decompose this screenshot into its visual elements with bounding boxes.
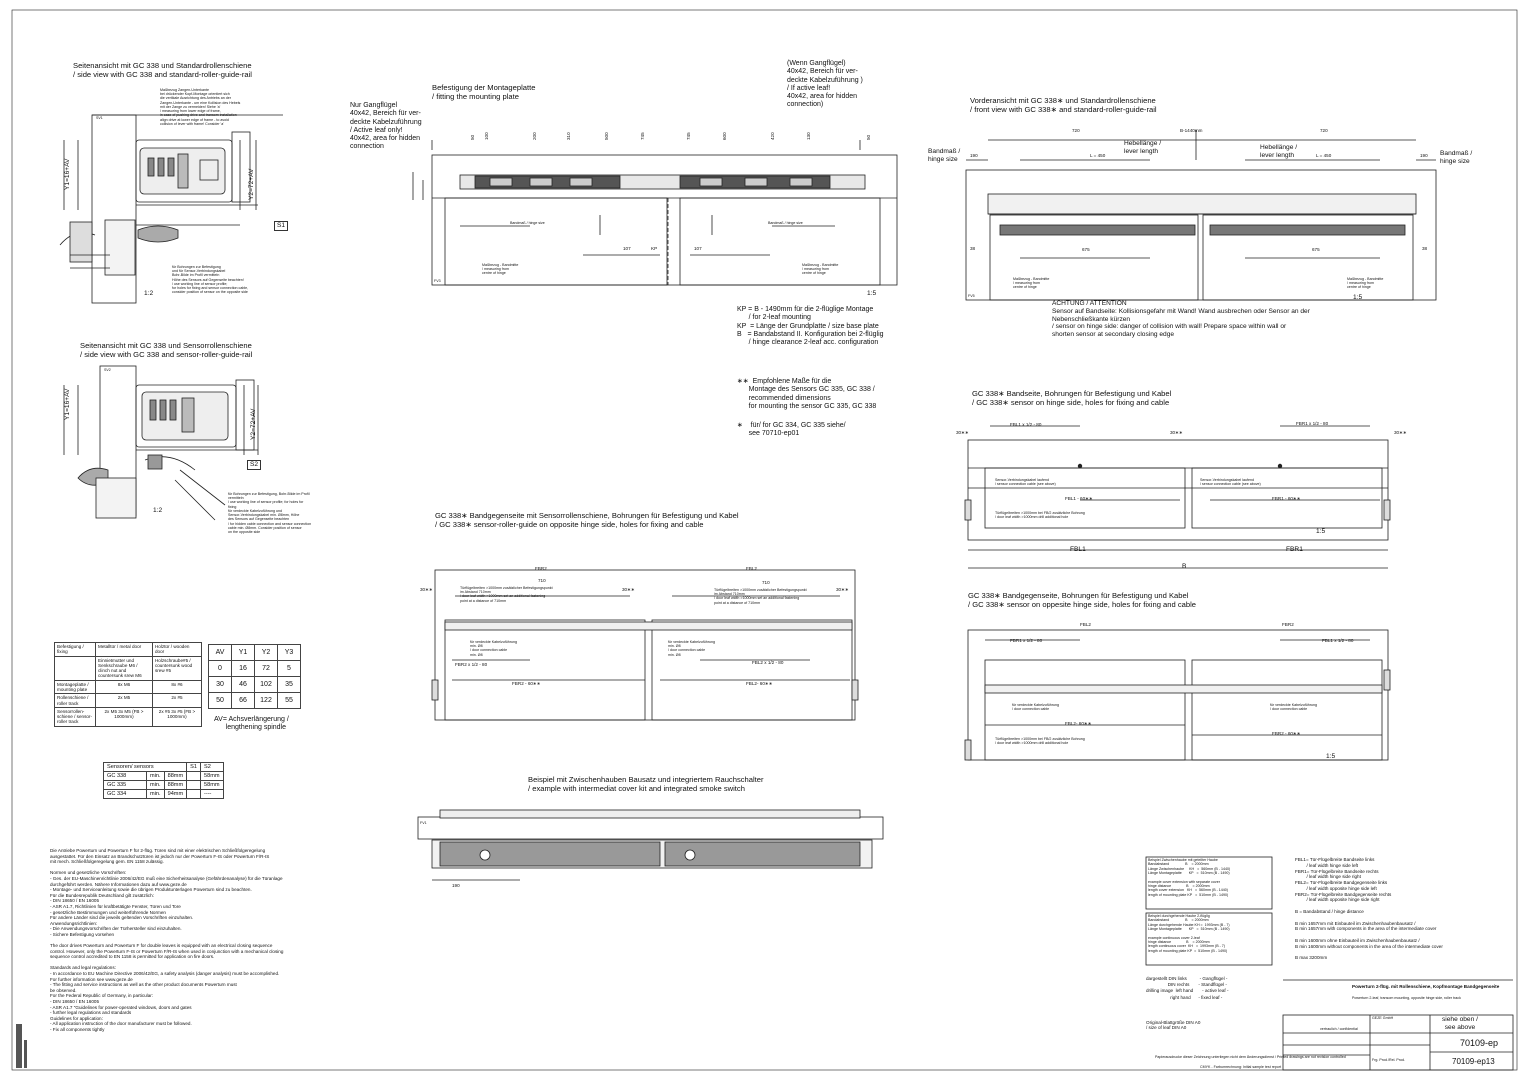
legend-right-line: B min 1657mm with components in the area of the intermediate cover: [1295, 926, 1437, 932]
mount-dim-8: 420: [770, 132, 775, 140]
hebel-right: Hebellänge / lever length: [1260, 144, 1298, 159]
legal-line: - All application instruction of the door manufacturer must be followed.: [50, 1021, 192, 1027]
legal-line: Für die Bundesrepublik Deutschland gilt zusätzlich:: [50, 892, 154, 898]
hinge-side-view: [965, 426, 1390, 568]
front-title: Vorderansicht mit GC 338∗ und Standardrollenschiene / front view with GC 338∗ and standard-roller-guide-rail: [970, 96, 1157, 114]
legal-line: Guidelines for application:: [50, 1015, 103, 1021]
legal-line: - The fitting and service instructions as well as the other product documents Powerturn must: [50, 982, 237, 988]
scale-side-std: 1:2: [144, 290, 154, 297]
massbezug-front-right: Maßbezug - Bandmitte / measuring from centre of hinge: [1347, 277, 1384, 290]
s1-label: S1: [274, 221, 288, 231]
example-box-2-line: Beispiel durchgehende Haube 2-flüglig: [1148, 914, 1210, 918]
fbr2-half: FBR2 x 1/2 - 80: [455, 662, 488, 667]
mount-dim-0: 50: [470, 134, 475, 140]
fbl1-half-opp: FBL1 x 1/2 - 80: [1322, 638, 1354, 643]
legal-line: - DIN 18650 / EN 16005: [50, 999, 100, 1005]
example-box-1-line: hinge distance B = 2000mm: [1148, 883, 1210, 888]
drawing-number-2: 70109-ep13: [1452, 1057, 1495, 1066]
hinge-cable-left: Sensor-Verbindungskabel laufend / sensor connection cable (see above): [995, 478, 1056, 487]
av-table: AV Y1 Y2 Y3 0 16 72 5 30 46 102 35 50 66 122 55: [208, 644, 301, 709]
b-label: B: [1182, 563, 1187, 570]
fbl2-left-top: FBL2: [746, 566, 757, 571]
legend-right-line: / leaf width opposite hinge side right: [1295, 897, 1380, 903]
s2-label: S2: [247, 460, 261, 470]
fv1-label: FV1: [420, 821, 427, 825]
opp-left-title: GC 338∗ Bandgegenseite mit Sensorrollenschiene, Bohrungen für Befestigung und Kabel / GC 338∗ sensor-roller-guide on opposite hinge side, holes for fixing and cable: [435, 511, 739, 529]
side-sensor-title: Seitenansicht mit GC 338 und Sensorrollenschiene / side view with GC 338 and sensor-roller-guide-rail: [80, 341, 253, 359]
mount-dim-4: 500: [604, 132, 609, 140]
hinge-30-mid: 30∗∗: [1170, 430, 1183, 435]
example-190: 190: [452, 883, 460, 888]
opp-left-30: 30∗∗: [420, 587, 433, 592]
legend-right-line: / leaf width hinge side right: [1295, 874, 1361, 880]
legal-line: ausgestattet. Für den Einsatz an Brandschutztüren ist jedoch nur der Powerturn F-IS oder Powerturn F/R-IS: [50, 853, 270, 859]
fbr2-60: FBR2 - 60∗∗: [512, 681, 541, 686]
opp-right-verdeckt-2: für verdeckte Kabelzuführung / door connection cable: [1270, 703, 1317, 712]
hinge-tuerfl: Türflügelbreiten >1000mm bei FB/2 zusätzliche Bohrung / door leaf width >1000mm drill additional hole: [995, 511, 1085, 520]
example-box-1-line: length of mounting plate KP = 510mm (B - 1490): [1148, 892, 1229, 897]
legend-right-line: B min 1600mm ohne Einbauteil im Zwischenhaubenbausatz /: [1295, 937, 1420, 943]
bandmass-left: Bandmaß / hinge size: [928, 148, 961, 163]
legal-text: [50, 848, 283, 1033]
legend-right-line: B max 3200mm: [1295, 955, 1328, 961]
legal-line: For further information see www.geze.de: [50, 976, 133, 982]
mounting-title: Befestigung der Montageplatte / fitting the mounting plate: [432, 83, 536, 101]
scale-hinge: 1:5: [1316, 528, 1326, 535]
example-box-2-line: Bandabstand B = 2000mm: [1148, 918, 1209, 923]
dim-190-right: 190: [1420, 153, 1428, 158]
legal-line: - Die Anwendungsvorschriften der Türhersteller sind einzuhalten.: [50, 926, 182, 932]
example-box-1-line: Bandabstand B = 2000mm: [1148, 862, 1209, 867]
mount-dim-9: 130: [806, 132, 811, 140]
fv5-label: FV5: [968, 294, 975, 298]
example-box-2-line: Länge durchgehende Haube KH = 1993mm (B - 7): [1148, 922, 1230, 927]
example-box-2-line: length continuous cover KH = 1993mm (B - 7): [1148, 944, 1226, 949]
fbr2-60-opp: FBR2 - 60∗∗: [1272, 731, 1301, 736]
dim-38-right: 38: [1422, 246, 1428, 251]
mount-dim-2: 200: [532, 132, 537, 140]
legend-right-line: B = Bandabstand / hinge distance: [1295, 909, 1364, 915]
hinge-30-left: 30∗∗: [956, 430, 969, 435]
hebel-left: Hebellänge / lever length: [1124, 140, 1162, 155]
fbl2-60: FBL2- 60∗∗: [746, 681, 773, 686]
dim-l450-left: L = 450: [1090, 153, 1106, 158]
fixing-table: Befestigung / fixing Metalltür / metal door Holztür / wooden door Einnietmutter und Senkschraube M6 / clinch nut and countersunk srew M6 Holzschraube#5 / countersunk wood srew #5 Montageplatte / mounting plate 8x M6 8x #6 Rollenschiene / roller track 2x M5 2x #5 Sensorrollen- schiene / sensor-roller track 2x M5 3x M5 (FB > 1000mm) 2x #5 3x #5 (FB > 1000mm): [54, 642, 202, 727]
note-attention: ACHTUNG / ATTENTION Sensor auf Bandseite: Kollisionsgefahr mit Wand! Wand ausbrechen oder Sensor an der Nebenschließkante kürzen / sensor on hinge side: danger of collision with wall! Prepare space within wall or shorten sensor at secondary closing edge: [1052, 300, 1310, 339]
legend-right-line: FBL2= Tür-Flügelbreite Bandgegenseite links: [1295, 880, 1388, 886]
legend-right-line: FBL1= Tür-Flügelbreite Bandseite links: [1295, 857, 1375, 862]
scale-opp-right: 1:5: [1326, 753, 1336, 760]
example-view: [418, 810, 883, 880]
legal-line: For the Federal Republic of Germany, in particular:: [50, 993, 154, 999]
bandmass-mount-right: Bandmaß / hinge size: [768, 221, 803, 225]
sv2-label: SV2: [104, 368, 111, 372]
legal-line: - In accordance to EU Machine Directive 2006/42/EG, a safety analysis (danger analysis) must be accomplished.: [50, 971, 280, 977]
dim-107-right: 107: [694, 246, 702, 251]
example-box-2-line: example continuous cover 2-leaf: [1148, 935, 1200, 940]
opp-right-tuerfl: Türflügelbreiten >1000mm bei FB/2 zusätzliche Bohrung / door leaf width >1000mm drill additional hole: [995, 737, 1085, 746]
drawing-notes: [1146, 976, 1228, 1001]
legal-line: - Fix all components tightly: [50, 1027, 105, 1032]
legal-line: Für andere Länder sind die jeweils geltenden Vorschriften einzuhalten.: [50, 915, 194, 921]
mount-dim-7: 600: [722, 132, 727, 140]
note-recommended: ∗∗ Empfohlene Maße für die Montage des Sensors GC 335, GC 338 / recommended dimensions for mounting the sensor GC 335, GC 338: [737, 378, 877, 410]
opp-left-verdeckt-2: für verdeckte Kabelzuführung min. Ø8 / door connection cable min. Ø8: [668, 640, 715, 657]
drawing-notes-line: dargestellt DIN links - Gangflügel -: [1146, 976, 1228, 981]
legal-line: Die Antriebe Powerturn und Powerturn F für 2-flüg. Türen sind mit einer elektrischen Schließfolgeregelung: [50, 848, 266, 853]
dim-190-left: 190: [970, 153, 978, 158]
example-box-1-line: length cover extension KH = 560mm (B - 1440): [1148, 888, 1228, 893]
massbezug-mount-right: Maßbezug - Bandmitte / measuring from centre of hinge: [802, 263, 839, 276]
legal-line: - ASR A1.7 "Guidelines for power-operated windows, doors and gates: [50, 1004, 192, 1010]
note-if-active-leaf: (Wenn Gangflügel) 40x42, Bereich für ver- deckte Kabelzuführung ) / If active leaf! 40x42, area for hidden connection): [787, 60, 863, 109]
legal-line: Normen und gesetzliche Vorschriften:: [50, 870, 127, 876]
dim-710-right: 710: [762, 580, 770, 585]
dim-107-left: 107: [623, 246, 631, 251]
example-box-1: [1148, 858, 1230, 897]
legend-right-line: FBR2= Tür-Flügelbreite Bandgegenseite rechts: [1295, 891, 1392, 897]
opp-right-title: GC 338∗ Bandgegenseite, Bohrungen für Befestigung und Kabel / GC 338∗ sensor on oppesite hinge side, holes for fixing and cable: [968, 591, 1196, 609]
massbezug-front-left: Maßbezug - Bandmitte / measuring from centre of hinge: [1013, 277, 1050, 290]
bandmass-mount-left: Bandmaß / hinge size: [510, 221, 545, 225]
mount-dim-3: 310: [566, 132, 571, 140]
dim-l450-right: L = 450: [1316, 153, 1332, 158]
legend-right: [1295, 857, 1443, 961]
example-box-2-line: Länge Montageplatte KP = 510mm (B - 1490): [1148, 926, 1230, 931]
drawing-notes-line: right hand - fixed leaf -: [1146, 994, 1223, 1000]
legend-right-line: FBR1= Tür-Flügelbreite Bandseite rechts: [1295, 868, 1379, 874]
example-box-2-line: length of mounting plate KP = 510mm (B - 1490): [1148, 948, 1228, 953]
legal-line: - Ges. der EU-Maschinenrichtlinie 2006/42/EG muß eine Sicherheitsanalyse (Gefährdenanalyse) für die Türanlage: [50, 875, 283, 881]
example-box-1-line: Länge Montageplatte KP = 510mm (B - 1490): [1148, 870, 1230, 875]
scale-mount: 1:5: [867, 290, 877, 297]
front-view: [966, 130, 1436, 300]
hinge-side-title: GC 338∗ Bandseite, Bohrungen für Befestigung und Kabel / GC 338∗ sensor on hinge side, holes for fixing and cable: [972, 389, 1172, 407]
legal-line: - gesetzliche Bestimmungen und weiterführende Normen: [50, 909, 166, 915]
scale-side-sensor: 1:2: [153, 507, 163, 514]
hinge-30-right: 30∗∗: [1394, 430, 1407, 435]
legal-line: be observed.: [50, 987, 77, 993]
legend-right-line: / leaf width opposite hinge side left: [1295, 885, 1377, 891]
legend-right-line: / leaf width hinge side left: [1295, 862, 1359, 868]
dim-720-left: 720: [1072, 128, 1080, 133]
company-name: GEZE GmbH: [1372, 1016, 1394, 1020]
note-massbezug-zangen: Maßbezug Zangen-Unterkante bei drückender Kopf-Montage orientiert sich die vertikale Ausrichtung des Antriebs an der Zangen-Unterkante - um eine Kollision des Hebels mit der Zange zu vermeiden! Siehe 'a' / measuring from lower edge of frame, in case of pushing drive and transom installation align drive at lower edge of frame - to avoid collision of lever with frame! Consider 'a': [160, 88, 241, 126]
dim-675-right: 675: [1312, 247, 1320, 252]
y2-label: Y2=72+AV: [248, 168, 255, 200]
opp-left-verdeckt: für verdeckte Kabelzuführung min. Ø8 / door connection cable min. Ø8: [470, 640, 517, 657]
drawing-number: 70109-ep: [1460, 1038, 1499, 1048]
note-bohrungen: für Bohrungen zur Befestigung und für Sensor-Verbindungskabel Bohr-Bilde im Profil vermitteln Höhe des Sensors auf Gegenseite beachten! / use working line of sensor profile; for holes for fixing and sensor connection cable, consider position of sensor on the opposite side: [172, 265, 249, 295]
note-bohrungen2: für Bohrungen zur Befestigung, Bohr-Bilde im Profil vermitteln / use working line of sensor profile; for holes for fixing für verdeckte Kabelzuführung und Sensor-Verbindungskabel min. Ø8mm, Höhe des Sensors auf Gegenseite beachten / for hidden cable connection and sensor connection cable min. Ø8mm. Consider position of sensor on the opposite side: [228, 492, 312, 535]
legend-right-line: B min 1600mm without components in the area of the intermediate cover: [1295, 943, 1443, 949]
legal-line: mit mech. Schließfolgeregelung gem. EN 1158 zulässig.: [50, 859, 164, 865]
side-std-title: Seitenansicht mit GC 338 und Standardrollenschiene / side view with GC 338 and standard-roller-guide-rail: [73, 61, 252, 79]
footer-note-2: CMYK - Farbumrechnung: Initial sample test report: [1200, 1065, 1282, 1069]
massbezug-mount-left: Maßbezug - Bandmitte / measuring from centre of hinge: [482, 263, 519, 276]
fbr2-top: FBR2: [1282, 622, 1294, 627]
sv1-label: SV1: [96, 116, 103, 120]
av-note: AV= Achsverlängerung / lengthening spindle: [214, 716, 289, 732]
bandmass-right: Bandmaß / hinge size: [1440, 150, 1473, 165]
title-see-above: siehe oben / see above: [1442, 1016, 1478, 1031]
fbr1-label: FBR1: [1286, 546, 1303, 553]
legal-line: - Montage- und Serviceanleitung sowie die übrigen Produktunterlagen Powerturn sind zu beachten.: [50, 887, 252, 893]
example-box-1-line: example cover extension with separate cover: [1148, 879, 1220, 884]
mount-dim-1: 100: [484, 132, 489, 140]
y1-label: Y1=16+AV: [64, 158, 71, 190]
opp-left-tuerfl-2: Türflügelbreiten >1000mm zusätzlicher Befestigungspunkt im Abstand 710mm / door leaf width >1000mm set an additional fastening point at a distance of 710mm: [714, 588, 807, 605]
fbr1-half: FBR1 x 1/2 - 80: [1296, 421, 1329, 426]
legal-line: - Sichere Befestigung vorsehen: [50, 931, 115, 937]
fbl2-half: FBL2 x 1/2 - 80: [752, 660, 784, 665]
opp-left-30-mid: 30∗∗: [622, 587, 635, 592]
drawing-notes-line: drilling image left hand - active leaf -: [1146, 988, 1229, 994]
example-box-2: [1148, 914, 1230, 953]
example-title: Beispiel mit Zwischenhauben Bausatz und integriertem Rauchschalter / example with intermediat cover kit and integrated smoke switch: [528, 775, 764, 793]
dim-675-left: 675: [1082, 247, 1090, 252]
dim-710-left: 710: [538, 578, 546, 583]
fbl2-60-opp: FBL2- 60∗∗: [1065, 721, 1092, 726]
hinge-cable-right: Sensor-Verbindungskabel laufend / sensor connection cable (see above): [1200, 478, 1261, 487]
fbl1-label: FBL1: [1070, 546, 1086, 553]
paper-size: Original-Blattgröße DIN A0 / size of leaf DIN A0: [1146, 1020, 1201, 1031]
mount-dim-6: 745: [686, 132, 691, 140]
confidential: vertraulich / confidential: [1320, 1027, 1358, 1031]
legal-line: sequence control accredited to EN 1158 is permitted for application on fire doors.: [50, 954, 215, 960]
legal-line: - ASR A1.7, Richtlinien für kraftbetätigte Fenster, Türen und Tore: [50, 903, 181, 909]
release: Frg. Prod./Rel. Prod.: [1372, 1058, 1405, 1062]
legal-line: durchgeführt werden. Nähere Informationen dazu auf www.geze.de: [50, 881, 187, 887]
legal-line: - further legal regulations and standards: [50, 1010, 132, 1016]
opp-left-30-right: 30∗∗: [836, 587, 849, 592]
scale-front: 1:5: [1353, 294, 1363, 301]
title-de: Powerturn 2-flüg. mit Rollenschiene, Kopfmontage Bandgegenseite: [1352, 984, 1500, 989]
fbl1-60: FBL1 - 60∗∗: [1065, 496, 1093, 501]
mount-dim-10: 50: [866, 134, 871, 140]
opp-right-verdeckt-1: für verdeckte Kabelzuführung / door connection cable: [1012, 703, 1059, 712]
mount-dim-5: 745: [640, 132, 645, 140]
fv3-label: FV3: [434, 279, 441, 283]
opp-left-tuerfl-1: Türflügelbreiten >1000mm zusätzlicher Befestigungspunkt im Abstand 710mm / door leaf width >1000mm set an additional fastening point at a distance of 710mm: [460, 586, 553, 603]
legal-line: Standards and legal regulations:: [50, 965, 116, 971]
example-box-2-line: hinge distance B = 2000mm: [1148, 939, 1210, 944]
dim-720-right: 720: [1320, 128, 1328, 133]
note-for: ∗ für/ for GC 334, GC 335 siehe/ see 70710-ep01: [737, 422, 846, 438]
y2-label-2: Y2=72+AV: [250, 408, 257, 440]
fbr1-60: FBR1 - 60∗∗: [1272, 496, 1301, 501]
fbl2-top: FBL2: [1080, 622, 1091, 627]
note-active-leaf: Nur Gangflügel 40x42, Bereich für ver- deckte Kabelzuführung / Active leaf only! 40x42, area for hidden connection: [350, 102, 422, 151]
title-en: Powerturn 2-leaf, transom mounting, opposite hinge side, roller track: [1352, 996, 1461, 1000]
footer-note: Papierausdrucke dieser Zeichnung unterliegen nicht dem Änderungsdienst / Printed drawings are not revision controlled: [1155, 1055, 1346, 1059]
example-box-1-line: Beispiel Zwischenhaube mit geteilter Haube: [1148, 858, 1218, 862]
fbl1-half: FBL1 x 1/2 - 80: [1010, 422, 1042, 427]
note-kp: KP = B - 1490mm für die 2-flüglige Montage / for 2-leaf mounting KP = Länge der Grundplatte / size base plate B = Bandabstand II. Konfiguration bei 2-flüglig / hinge clearance 2-leaf acc. configuration: [737, 306, 884, 346]
fbr2-left-top: FBR2: [535, 566, 547, 571]
dim-b1440: B-1440mm: [1180, 128, 1203, 133]
legal-line: - DIN 18650 / EN 16005: [50, 898, 100, 904]
legend-right-line: B min 1657mm mit Einbauteil im Zwischenhaubenbausatz /: [1295, 920, 1416, 926]
fbr1-half-opp: FBR1 x 1/2 - 80: [1010, 638, 1043, 643]
dim-38-left: 38: [970, 246, 976, 251]
legal-line: Anwendungsrichtlinien:: [50, 920, 98, 926]
example-box-1-line: Länge Zwischenhaube KH = 560mm (B - 1440): [1148, 866, 1231, 871]
legal-line: control. However, only the Powerturn F-IS or Powerturn F/R-IS when used in conjunction with a mechanical closing: [50, 948, 284, 954]
legal-line: The door drives Powerturn and Powerturn F for double leaves is equipped with an electrical closing sequence: [50, 943, 273, 949]
y1-label-2: Y1=16+AV: [64, 388, 71, 420]
sensor-table: Sensoren/ sensors S1 S2 GC 338 min. 88mm 58mm GC 335 min. 88mm 58mm GC 334 min. 94mm ----: [103, 762, 224, 799]
drawing-notes-line: DIN rechts - Standflügel -: [1146, 982, 1227, 988]
kp-label: KP: [651, 246, 658, 251]
